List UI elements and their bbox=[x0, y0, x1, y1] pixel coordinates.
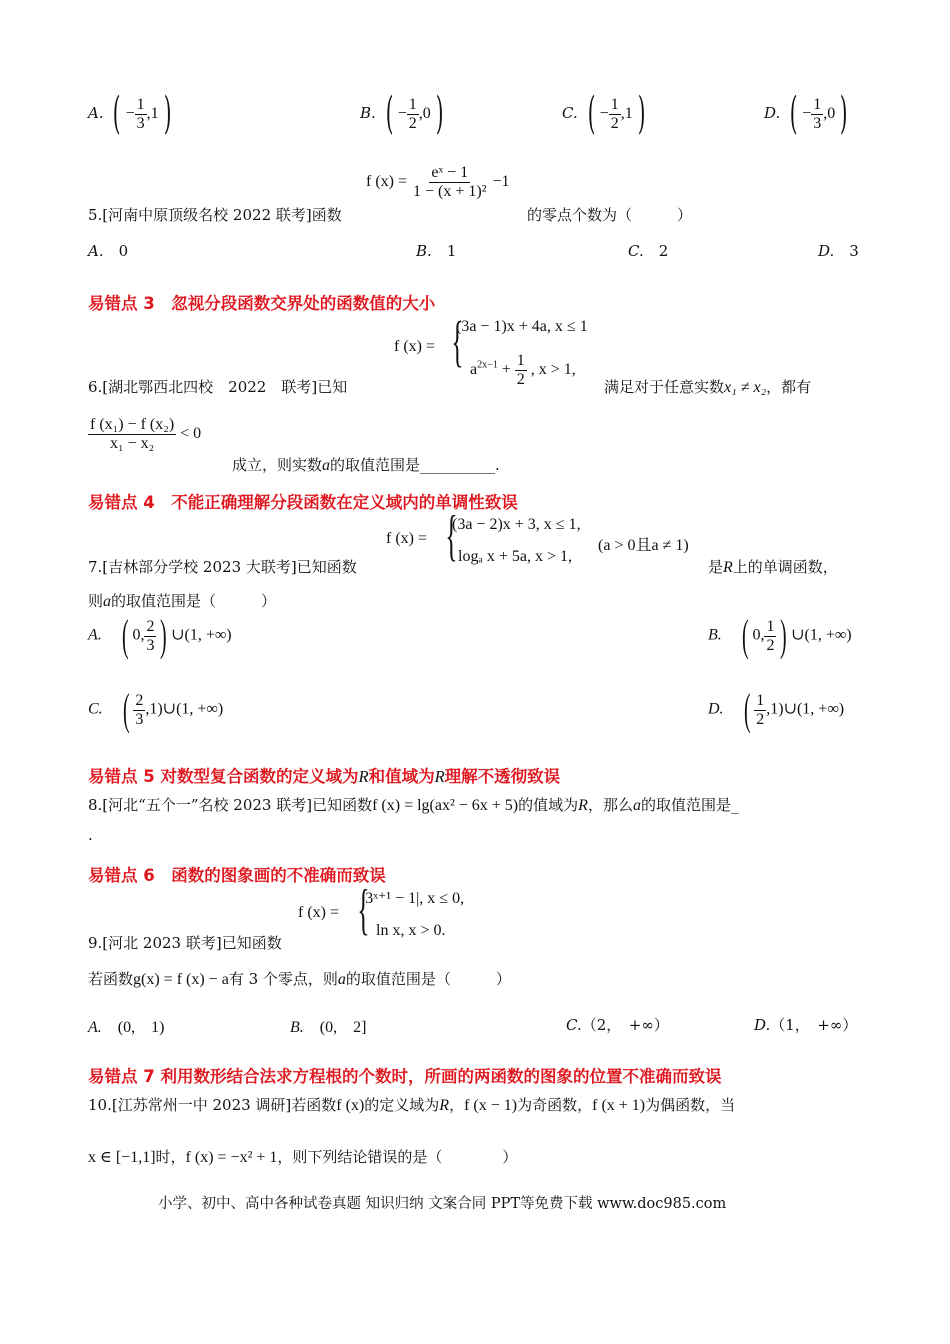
q4-option-b: B. ( − $\frac{1}{2}$ ,0 ) bbox=[360, 88, 444, 139]
q7-option-b: B. ( 0, $\frac{1}{2}$ ) ∪(1, +∞) bbox=[708, 611, 852, 660]
q5-stem: 5.[河南中原顶级名校 2022 联考]函数 bbox=[88, 206, 342, 224]
q10-line2: x ∈ [−1,1]时，f (x) = −x² + 1，则下列结论错误的是（ ） bbox=[88, 1148, 518, 1166]
q6-stem-mid: 满足对于任意实数x₁ ≠ x₂，都有 bbox=[604, 378, 812, 396]
heading-error-point-4: 易错点 4 不能正确理解分段函数在定义域内的单调性致误 bbox=[88, 493, 518, 512]
q7-stem-suffix: 是R上的单调函数， bbox=[708, 558, 838, 576]
heading-error-point-5: 易错点 5 对数型复合函数的定义域为R和值域为R理解不透彻致误 bbox=[88, 767, 561, 786]
q9-stem: 9.[河北 2023 联考]已知函数 bbox=[88, 934, 282, 952]
q9-line2: 若函数g(x) = f (x) − a有 3 个零点，则a的取值范围是（ ） bbox=[88, 970, 511, 988]
q7-option-a: A. ( 0, $\frac{2}{3}$ ) ∪(1, +∞) bbox=[88, 611, 232, 660]
q4-option-a: A. ( − $\frac{1}{3}$ ,1 ) bbox=[88, 88, 172, 139]
q7-line2: 则a的取值范围是（ ） bbox=[88, 592, 277, 610]
q5-formula: f (x) = $\frac{\text{eˣ − 1}}{\text{1 − (x + 1)²}}$ −1 bbox=[366, 164, 510, 200]
q4-option-c: C. ( − $\frac{1}{2}$ ,1 ) bbox=[562, 88, 646, 139]
heading-error-point-6: 易错点 6 函数的图象画的不准确而致误 bbox=[88, 866, 386, 885]
page-footer: 小学、初中、高中各种试卷真题 知识归纳 文案合同 PPT等免费下载 www.doc985.com bbox=[158, 1196, 727, 1212]
q7-stem: 7.[吉林部分学校 2023 大联考]已知函数 bbox=[88, 558, 357, 576]
q10-stem: 10.[江苏常州一中 2023 调研]若函数f (x)的定义域为R，f (x − 1)为奇函数，f (x + 1)为偶函数，当 bbox=[88, 1096, 736, 1114]
heading-error-point-3: 易错点 3 忽视分段函数交界处的函数值的大小 bbox=[88, 294, 436, 313]
heading-error-point-7: 易错点 7 利用数形结合法求方程根的个数时，所画的两函数的图象的位置不准确而致误 bbox=[88, 1067, 722, 1086]
q6-line2: 成立，则实数a的取值范围是__________. bbox=[232, 456, 500, 474]
q7-option-c: C. ( $\frac{2}{3}$ ,1)∪(1, +∞) bbox=[88, 685, 224, 734]
q5-stem-suffix: 的零点个数为（ ） bbox=[527, 206, 693, 224]
q6-stem: 6.[湖北鄂西北四校 2022 联考]已知 bbox=[88, 378, 348, 396]
q4-options bbox=[88, 88, 878, 144]
q7-option-d: D. ( $\frac{1}{2}$ ,1)∪(1, +∞) bbox=[708, 685, 845, 734]
q8-dot: . bbox=[88, 826, 93, 844]
q8-stem: 8.[河北“五个一”名校 2023 联考]已知函数f (x) = lg(ax² − 6x + 5)的值域为R，那么a的取值范围是_ bbox=[88, 796, 739, 814]
q6-inequality: $\frac{\text{f (x₁) − f (x₂)}}{\text{x₁ − x₂}}$ < 0 bbox=[90, 416, 202, 452]
q4-option-d: D. ( − $\frac{1}{3}$ ,0 ) bbox=[764, 88, 848, 139]
